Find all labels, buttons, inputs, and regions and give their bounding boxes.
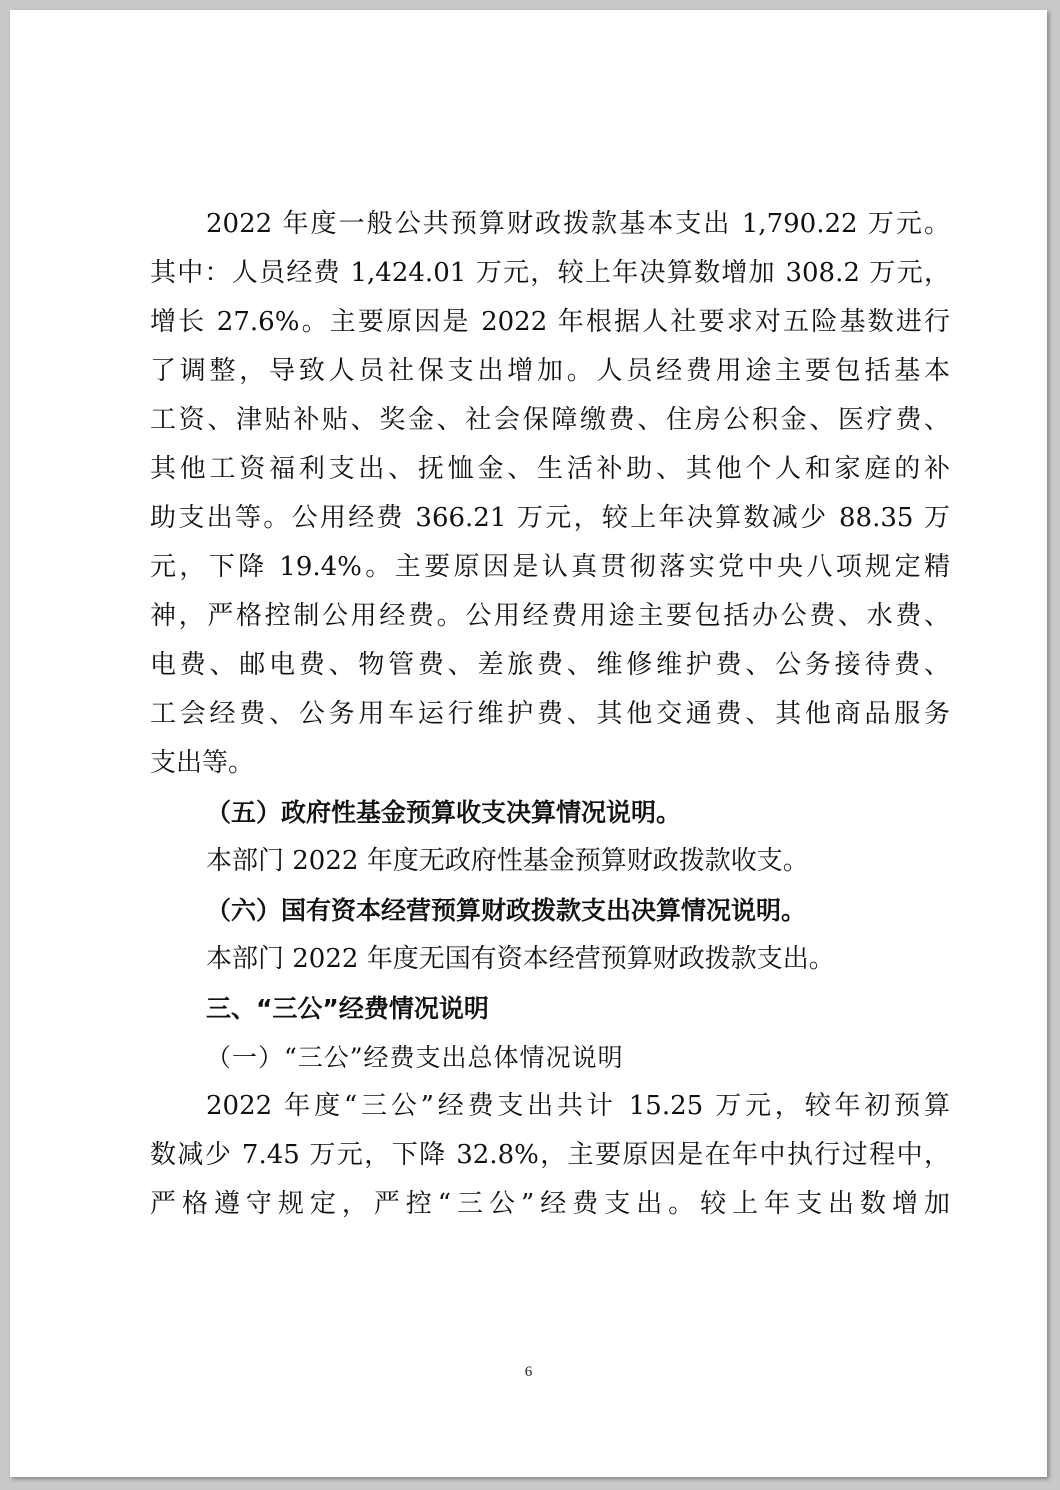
paragraph-line: 助支出等。公用经费 366.21 万元，较上年决算数减少 88.35 万 (150, 503, 950, 533)
paragraph-line: 增长 27.6%。主要原因是 2022 年根据人社要求对五险基数进行 (150, 307, 950, 337)
section-heading-5: （五）政府性基金预算收支决算情况说明。 (206, 798, 682, 827)
paragraph-line: 2022 年度一般公共预算财政拨款基本支出 1,790.22 万元。 (206, 209, 950, 239)
section-heading-3: 三、“三公”经费情况说明 (206, 994, 489, 1023)
paragraph-line: 本部门 2022 年度无国有资本经营预算财政拨款支出。 (206, 944, 835, 974)
paragraph-line: 工资、津贴补贴、奖金、社会保障缴费、住房公积金、医疗费、 (150, 405, 950, 435)
page-number: 6 (524, 1364, 533, 1380)
page-content (150, 200, 950, 1229)
document-page (10, 10, 1047, 1477)
paragraph-line: 神，严格控制公用经费。公用经费用途主要包括办公费、水费、 (150, 601, 950, 631)
section-heading-6: （六）国有资本经营预算财政拨款支出决算情况说明。 (206, 896, 807, 925)
paragraph-line: 本部门 2022 年度无政府性基金预算财政拨款收支。 (206, 846, 809, 876)
paragraph-line: 支出等。 (150, 748, 255, 778)
subsection-heading-1: （一）“三公”经费支出总体情况说明 (206, 1043, 624, 1072)
paragraph-line: 电费、邮电费、物管费、差旅费、维修维护费、公务接待费、 (150, 650, 950, 680)
paragraph-line: 其他工资福利支出、抚恤金、生活补助、其他个人和家庭的补 (150, 454, 950, 484)
paragraph-line: 其中：人员经费 1,424.01 万元，较上年决算数增加 308.2 万元， (150, 258, 950, 288)
paragraph-line: 严格遵守规定，严控“三公”经费支出。较上年支出数增加 (150, 1189, 950, 1219)
paragraph-line: 工会经费、公务用车运行维护费、其他交通费、其他商品服务 (150, 699, 950, 729)
paragraph-line: 元，下降 19.4%。主要原因是认真贯彻落实党中央八项规定精 (150, 552, 950, 582)
paragraph-line: 数减少 7.45 万元，下降 32.8%，主要原因是在年中执行过程中， (150, 1140, 950, 1170)
paragraph-line: 了调整，导致人员社保支出增加。人员经费用途主要包括基本 (150, 356, 950, 386)
paragraph-line: 2022 年度“三公”经费支出共计 15.25 万元，较年初预算 (206, 1091, 950, 1121)
